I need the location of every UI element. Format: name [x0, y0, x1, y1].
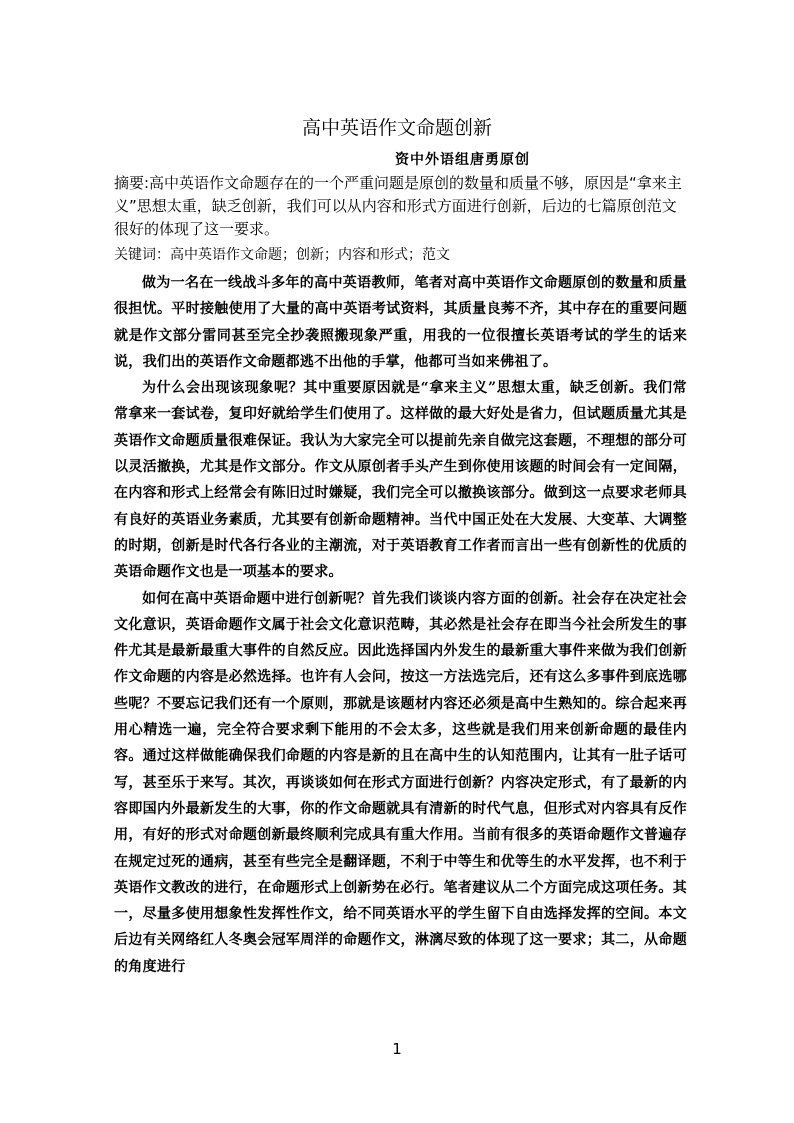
paragraph-3: 如何在高中英语命题中进行创新呢？首先我们谈谈内容方面的创新。社会存在决定社会文化意识，英语命题作文属于社会文化意识范畴，其必然是社会存在即当今社会所发生的事件尤其是最新最重大事件的自然反应。因此选择国内外发生的最新重大事件来做为我们创新作文命题的内容是必然选择。也许有人会问，按这一方法选完后，还有这么多事件到底选哪些呢？不要忘记我们还有一个原则，那就是该题材内容还必须是高中生熟知的。综合起来再用心精选一遍，完全符合要求剩下能用的不会太多，这些就是我们用来创新命题的最佳内容。通过这样做能确保我们命题的内容是新的且在高中生的认知范围内，让其有一肚子话可写，甚至乐于来写。其次，再谈谈如何在形式方面进行创新？内容决定形式，有了最新的内容即国内外最新发生的大事，你的作文命题就具有清新的时代气息，但形式对内容具有反作用，有好的形式对命题创新最终顺利完成具有重大作用。当前有很多的英语命题作文普遍存在规定过死的通病，甚至有些完全是翻译题，不利于中等生和优等生的水平发挥，也不利于英语作文教改的进行，在命题形式上创新势在必行。笔者建议从二个方面完成这项任务。其一，尽量多使用想象性发挥性作文，给不同英语水平的学生留下自由选择发挥的空间。本文后边有关网络红人冬奥会冠军周洋的命题作文，淋漓尽致的体现了这一要求；其二，从命题的角度进行	[114, 590, 687, 975]
keywords: 关键词：高中英语作文命题；创新；内容和形式；范文	[114, 247, 450, 263]
page-number: 1	[392, 1040, 402, 1058]
paragraph-2: 为什么会出现该现象呢？其中重要原因就是“拿来主义”思想太重，缺乏创新。我们常常拿来一套试卷，复印好就给学生们使用了。这样做的最大好处是省力，但试题质量尤其是英语作文命题质量很难保证。我认为大家完全可以提前先亲自做完这套题，不理想的部分可以灵活撤换，尤其是作文部分。作文从原创者手头产生到你使用该题的时间会有一定间隔，在内容和形式上经常会有陈旧过时嫌疑，我们完全可以撤换该部分。做到这一点要求老师具有良好的英语业务素质，尤其要有创新命题精神。当代中国正处在大发展、大变革、大调整的时期，创新是时代各行各业的主潮流，对于英语教育工作者而言出一些有创新性的优质的英语命题作文也是一项基本的要求。	[114, 380, 687, 581]
abstract-text: 摘要:高中英语作文命题存在的一个严重问题是原创的数量和质量不够，原因是“拿来主义”思想太重，缺乏创新，我们可以从内容和形式方面进行创新，后边的七篇原创范文很好的体现了这一要求。	[114, 174, 682, 238]
body-text	[114, 270, 687, 980]
abstract	[114, 172, 688, 241]
author-line: 资中外语组唐勇原创	[395, 152, 530, 168]
paragraph-1: 做为一名在一线战斗多年的高中英语教师，笔者对高中英语作文命题原创的数量和质量很担忧。平时接触使用了大量的高中英语考试资料，其质量良莠不齐，其中存在的重要问题就是作文部分雷同甚至完全抄袭照搬现象严重，用我的一位很擅长英语考试的学生的话来说，我们出的英语作文命题都逃不出他的手掌，他都可当如来佛祖了。	[114, 275, 687, 370]
document-title: 高中英语作文命题创新	[301, 117, 492, 139]
